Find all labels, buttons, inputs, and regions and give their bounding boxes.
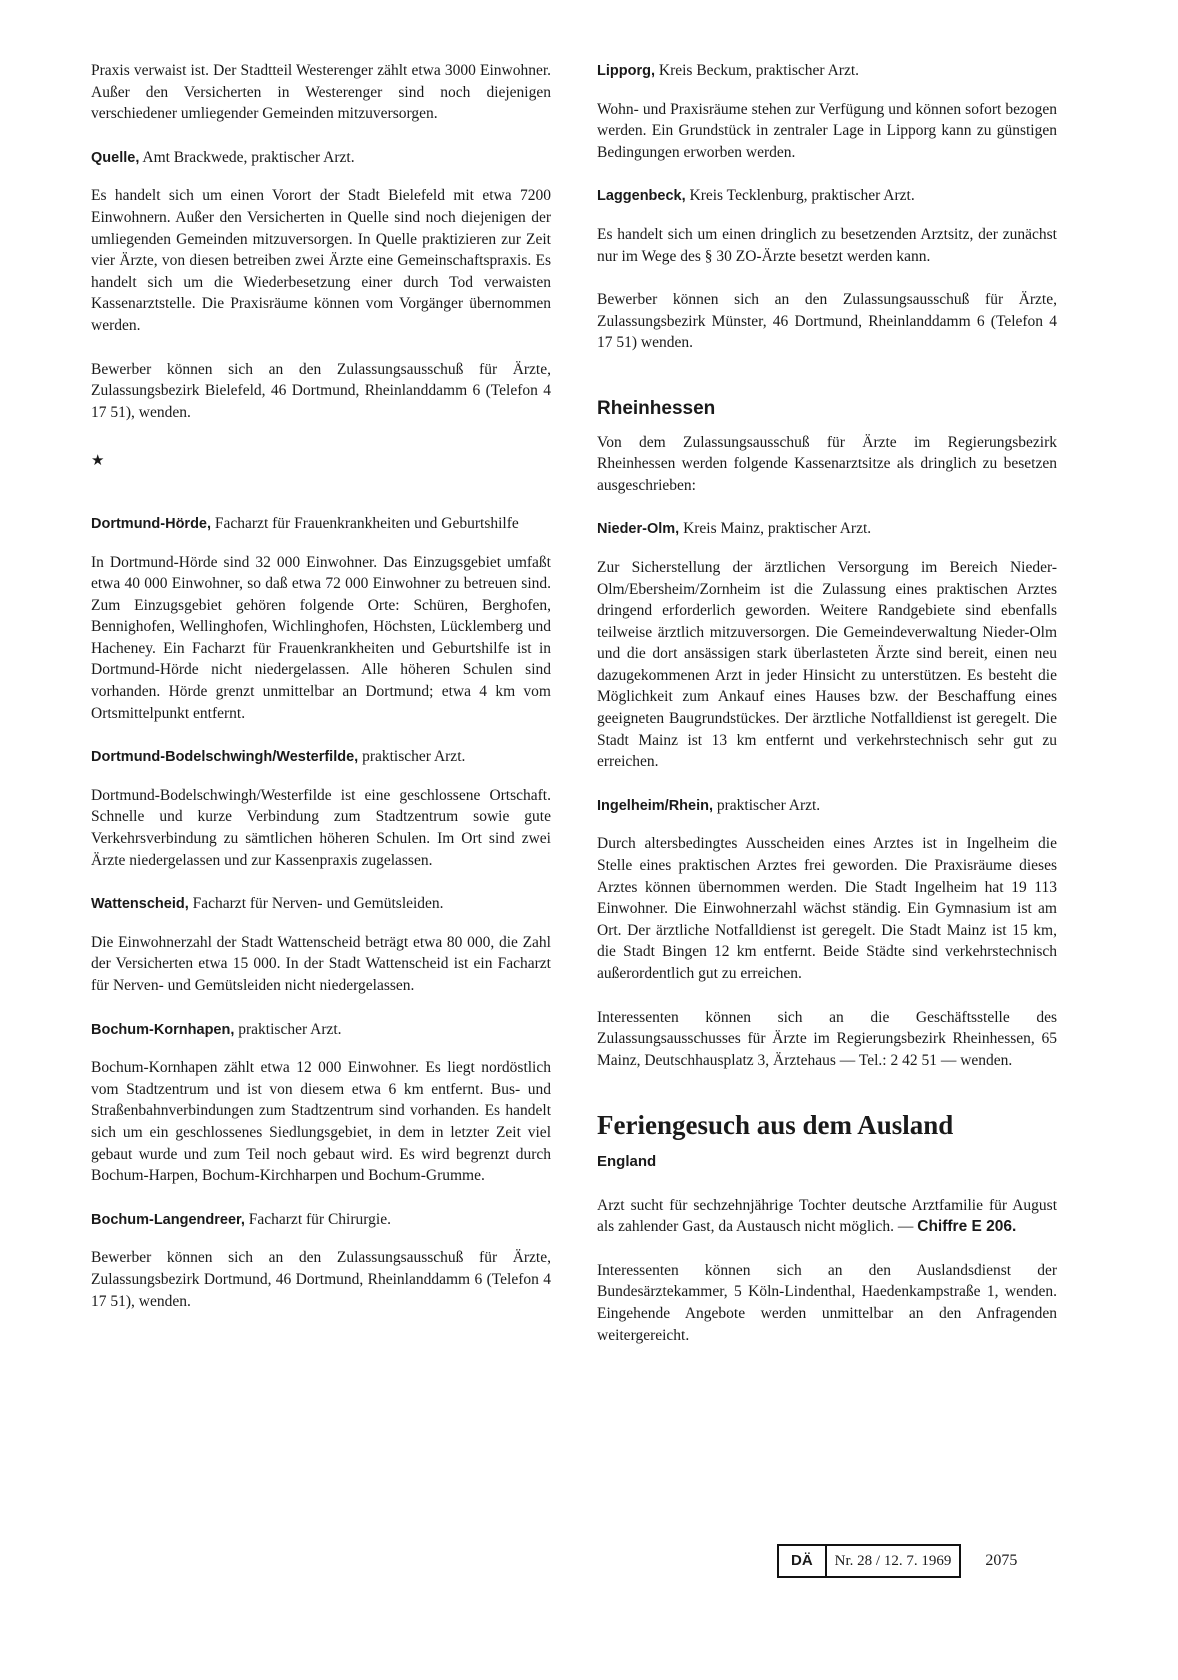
listing-title: Bochum-Kornhapen, [91,1021,235,1038]
listing-kornhapen [91,1019,551,1042]
listing-text: Bochum-Kornhapen zählt etwa 12 000 Einwohner. Es liegt nordöstlich vom Stadtzentrum und ist von diesem etwa 6 km entfernt. Bus- und Straßenbahnverbindungen zum Stadtzentrum sind vorhanden. Es handelt sich um ein geschlossenes Siedlungsgebiet, in dem in letzter Zeit viel gebaut wurde und zum Teil noch gebaut wird. Es wird begrenzt durch Bochum-Harpen, Bochum-Kirchharpen und Bochum-Grumme. [91,1059,551,1185]
left-column [91,60,551,1334]
listing-laggenbeck [597,185,1057,208]
listing-subtitle: praktischer Arzt. [234,1020,342,1038]
journal-abbrev: DÄ [779,1546,827,1576]
listing-text: Die Einwohnerzahl der Stadt Wattenscheid beträgt etwa 80 000, die Zahl der Versicherten etwa 15 000. In der Stadt Wattenscheid ist ein Facharzt für Nerven- und Gemütsleiden nicht niedergelassen. [91,933,551,994]
section-heading: Feriengesuch aus dem Ausland [597,1110,954,1141]
listing-subtitle: praktischer Arzt. [358,748,466,766]
listing-text: Es handelt sich um einen dringlich zu besetzenden Arztsitz, der zunächst nur im Wege des § 30 ZO-Ärzte besetzt werden kann. [597,225,1057,265]
listing-text: In Dortmund-Hörde sind 32 000 Einwohner. Das Einzugsgebiet umfaßt etwa 40 000 Einwohner, so daß etwa 72 000 Einwohner zu betreuen sind. Zum Einzugsgebiet gehören folgende Orte: Schüren, Berghofen, Bennighofen, Wellinghofen, Wichlinghofen, Höchsten, Lücklemberg und Hacheney. Ein Facharzt für Frauenkrankheiten und Geburtshilfe ist in Dortmund-Hörde nicht niedergelassen. Alle höheren Schulen sind vorhanden. Hörde grenzt unmittelbar an Dortmund; etwa 4 km vom Ortsmittelpunkt entfernt. [91,553,551,722]
listing-ingelheim [597,795,1057,818]
listing-title: Bochum-Langendreer, [91,1211,245,1228]
listing-text: Durch altersbedingtes Ausscheiden eines Arztes ist in Ingelheim die Stelle eines praktischen Arztes frei geworden. Die Praxisräume dieses Arztes können übernommen werden. Die Stadt Ingelheim hat 19 113 Einwohner. Die Einwohnerzahl wächst ständig. Ein Gymnasium ist am Ort. Der ärztliche Notfalldienst ist geregelt. Die Stadt Mainz ist 15 km, die Stadt Bingen 12 km entfernt. Beide Städte sind verkehrstechnisch außerordentlich gut zu erreichen. [597,835,1057,982]
listing-title: Dortmund-Hörde, [91,515,212,532]
section-divider-star: ★ [91,453,105,470]
listing-subtitle: praktischer Arzt. [713,796,821,814]
listing-bodelschwingh [91,746,551,769]
region-heading: Rheinhessen [597,397,716,419]
listing-hoerde [91,513,551,536]
issue-date: Nr. 28 / 12. 7. 1969 [834,1553,952,1569]
ad-body: Arzt sucht für sechzehnjährige Tochter deutsche Arztfamilie für August als zahlender Gast, da Austausch nicht möglich. — [597,1196,1057,1236]
continued-paragraph: Praxis verwaist ist. Der Stadtteil Westerenger zählt etwa 3000 Einwohner. Außer den Versicherten in Westerenger sind noch diejenigen verschiedener umliegender Gemeinden mitzuversorgen. [91,62,551,123]
listing-subtitle: Facharzt für Chirurgie. [244,1210,391,1228]
ad-text [597,1195,1057,1238]
application-note: Bewerber können sich an den Zulassungsausschuß für Ärzte, Zulassungsbezirk Dortmund, 46 Dortmund, Rheinlanddamm 6 (Telefon 4 17 51), wenden. [91,1249,551,1310]
listing-title: Wattenscheid, [91,896,189,913]
application-note: Interessenten können sich an die Geschäftsstelle des Zulassungsausschusses für Ärzte im Regierungsbezirk Rheinhessen, 65 Mainz, Deutschhausplatz 3, Ärztehaus — Tel.: 2 42 51 — wenden. [597,1008,1057,1069]
listing-title: Nieder-Olm, [597,521,680,538]
listing-subtitle: Kreis Beckum, praktischer Arzt. [655,62,860,79]
listing-subtitle: Kreis Mainz, praktischer Arzt. [679,520,872,538]
listing-text: Zur Sicherstellung der ärztlichen Versorgung im Bereich Nieder-Olm/Ebersheim/Zornheim ist die Zulassung eines praktischen Arztes dringend erforderlich geworden. Weitere Randgebiete sind ebenfalls teilweise ärztlich mitzuversorgen. Die Gemeindeverwaltung Nieder-Olm und die dort ansässigen stark überlasteten Ärzte sind bereit, einen neu dazugekommenen Arzt in jeder Hinsicht zu unterstützen. Es besteht die Möglichkeit zum Ankauf eines Hauses bzw. der Beschaffung eines geeigneten Baugrundstückes. Der ärztliche Notfalldienst ist geregelt. Die Stadt Mainz ist 13 km entfernt und verkehrstechnisch sehr gut zu erreichen. [597,558,1057,771]
region-intro: Von dem Zulassungsausschuß für Ärzte im Regierungsbezirk Rheinhessen werden folgende Kassenarztsitze als dringlich zu besetzen ausgeschrieben: [597,433,1057,494]
journal-reference-box [777,1544,961,1578]
listing-subtitle: Facharzt für Nerven- und Gemütsleiden. [188,895,444,913]
listing-title: Dortmund-Bodelschwingh/Westerfilde, [91,749,359,766]
listing-subtitle: Facharzt für Frauenkrankheiten und Geburtshilfe [211,514,519,532]
listing-wattenscheid [91,893,551,916]
country-heading: England [597,1152,657,1170]
listing-subtitle: Kreis Tecklenburg, praktischer Arzt. [685,187,915,205]
application-note: Bewerber können sich an den Zulassungsausschuß für Ärzte, Zulassungsbezirk Münster, 46 Dortmund, Rheinlanddamm 6 (Telefon 4 17 51) wenden. [597,291,1057,352]
listing-title: Ingelheim/Rhein, [597,797,714,814]
page-footer [777,1544,1017,1578]
page-number: 2075 [985,1552,1018,1569]
listing-title: Lipporg, [597,63,655,79]
listing-subtitle: Amt Brackwede, praktischer Arzt. [139,148,355,166]
application-note: Interessenten können sich an den Auslandsdienst der Bundesärztekammer, 5 Köln-Lindenthal, Haedenkampstraße 1, wenden. Eingehende Angebote werden unmittelbar an den Anfragenden weitergereicht. [597,1261,1057,1344]
listing-title: Quelle, [91,149,140,166]
listing-lipporg [597,60,1057,83]
listing-nieder-olm [597,518,1057,541]
listing-quelle [91,147,551,170]
right-column [597,60,1057,1368]
listing-text: Es handelt sich um einen Vorort der Stadt Bielefeld mit etwa 7200 Einwohnern. Außer den Versicherten in Quelle sind noch diejenigen der umliegenden Gemeinden mitzuversorgen. In Quelle praktizieren zur Zeit vier Ärzte, von diesen betreiben zwei Ärzte eine Gemeinschaftspraxis. Es handelt sich um die Wiederbesetzung einer durch Tod verwaisten Kassenarztstelle. Die Praxisräume können vom Vorgänger übernommen werden. [91,187,551,334]
listing-text: Dortmund-Bodelschwingh/Westerfilde ist eine geschlossene Ortschaft. Schnelle und kurze Verbindung zum Stadtzentrum sowie gute Verkehrsverbindung zu sämtlichen höheren Schulen. Im Ort sind zwei Ärzte niedergelassen und zur Kassenpraxis zugelassen. [91,786,551,869]
listing-text: Wohn- und Praxisräume stehen zur Verfügung und können sofort bezogen werden. Ein Grundstück in zentraler Lage in Lipporg kann zu günstigen Bedingungen erworben werden. [597,100,1057,161]
chiffre-code: Chiffre E 206. [917,1218,1017,1236]
listing-langendreer [91,1209,551,1232]
listing-title: Laggenbeck, [597,188,686,205]
application-note: Bewerber können sich an den Zulassungsausschuß für Ärzte, Zulassungsbezirk Bielefeld, 46 Dortmund, Rheinlanddamm 6 (Telefon 4 17 51), wenden. [91,360,551,421]
